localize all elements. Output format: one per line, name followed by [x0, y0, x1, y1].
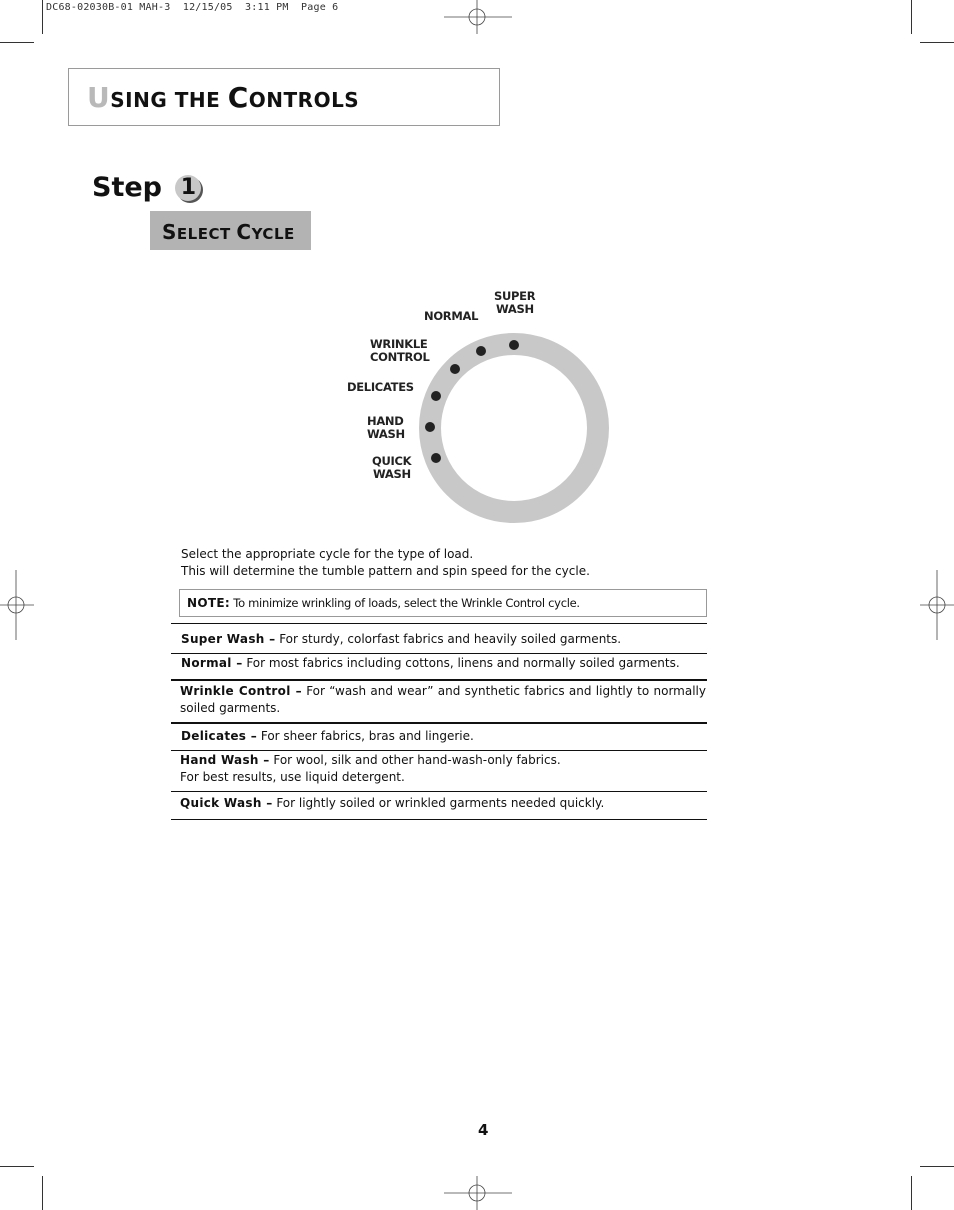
- dial-dot-quick-wash: [431, 453, 441, 463]
- cycle-desc: For most fabrics including cottons, linens and normally soiled garments.: [242, 656, 680, 670]
- note-body: To minimize wrinkling of loads, select the Wrinkle Control cycle.: [229, 596, 580, 610]
- dial-dot-hand-wash: [425, 422, 435, 432]
- section-cap-2: C: [236, 220, 252, 244]
- section-rest-1: ELECT: [176, 225, 237, 243]
- title-rest-2: ONTROLS: [248, 88, 360, 112]
- intro-line-1: Select the appropriate cycle for the type of load.: [181, 547, 474, 561]
- dial-label-super-wash: SUPER WASH: [494, 289, 536, 316]
- table-row: [181, 728, 707, 745]
- dial-label-normal: NORMAL: [424, 309, 479, 323]
- table-rule: [171, 623, 707, 624]
- dial-label-delicates: DELICATES: [347, 380, 414, 394]
- note-label: NOTE:: [187, 596, 230, 610]
- cycle-desc: For “wash and wear” and synthetic fabrics and lightly to normally soiled garments.: [180, 684, 706, 715]
- registration-mark-left: [0, 570, 34, 640]
- cycle-desc: For lightly soiled or wrinkled garments needed quickly.: [272, 796, 605, 810]
- table-rule: [171, 722, 707, 724]
- table-row: [181, 631, 707, 648]
- table-rule: [171, 819, 707, 820]
- table-row: [180, 683, 706, 717]
- table-rule: [171, 679, 707, 681]
- cycle-name: Delicates –: [181, 729, 258, 743]
- cycle-name: Hand Wash –: [180, 753, 270, 767]
- registration-mark-top: [444, 0, 512, 34]
- section-heading: [162, 220, 295, 244]
- cycle-desc: For sheer fabrics, bras and lingerie.: [257, 729, 474, 743]
- step-number-badge: 1: [175, 175, 201, 201]
- step-label: Step: [92, 172, 162, 203]
- section-heading-box: [150, 211, 311, 250]
- table-row: [180, 795, 706, 812]
- table-rule: [171, 750, 707, 751]
- cycle-name: Normal –: [181, 656, 243, 670]
- table-rule: [171, 653, 707, 654]
- dial-dot-normal: [476, 346, 486, 356]
- dial-dot-super-wash: [509, 340, 519, 350]
- dial-dot-delicates: [431, 391, 441, 401]
- dial-label-wrinkle-control: WRINKLE CONTROL: [370, 337, 430, 364]
- cycle-name: Super Wash –: [181, 632, 276, 646]
- section-cap-1: S: [162, 220, 177, 244]
- cycle-desc: For sturdy, colorfast fabrics and heavily soiled garments.: [275, 632, 622, 646]
- table-rule: [171, 791, 707, 792]
- title-cap-2: C: [227, 81, 249, 114]
- title-rest-1: SING THE: [110, 88, 228, 112]
- intro-text: [181, 546, 590, 580]
- section-rest-2: YCLE: [251, 225, 295, 243]
- dial-label-hand-wash: HAND WASH: [367, 414, 405, 441]
- page-number: 4: [478, 1121, 489, 1139]
- registration-mark-right: [920, 570, 954, 640]
- intro-line-2: This will determine the tumble pattern and spin speed for the cycle.: [181, 564, 590, 578]
- note-text: [187, 596, 580, 610]
- cycle-desc: For wool, silk and other hand-wash-only fabrics.: [269, 753, 561, 767]
- page-title: [87, 81, 359, 114]
- print-header: DC68-02030B-01 MAH-3 12/15/05 3:11 PM Page 6: [46, 2, 339, 13]
- title-cap-1: U: [87, 81, 111, 114]
- dial-label-quick-wash: QUICK WASH: [372, 454, 412, 481]
- dial-dot-wrinkle-control: [450, 364, 460, 374]
- cycle-dial: [410, 326, 620, 531]
- cycle-extra: For best results, use liquid detergent.: [180, 770, 405, 784]
- cycle-name: Wrinkle Control –: [180, 684, 302, 698]
- note-box: [179, 589, 707, 617]
- page-title-box: [68, 68, 500, 126]
- table-row: [181, 655, 707, 672]
- registration-mark-bottom: [444, 1176, 512, 1210]
- cycle-name: Quick Wash –: [180, 796, 273, 810]
- table-row: [180, 752, 706, 786]
- step-heading: [92, 172, 201, 203]
